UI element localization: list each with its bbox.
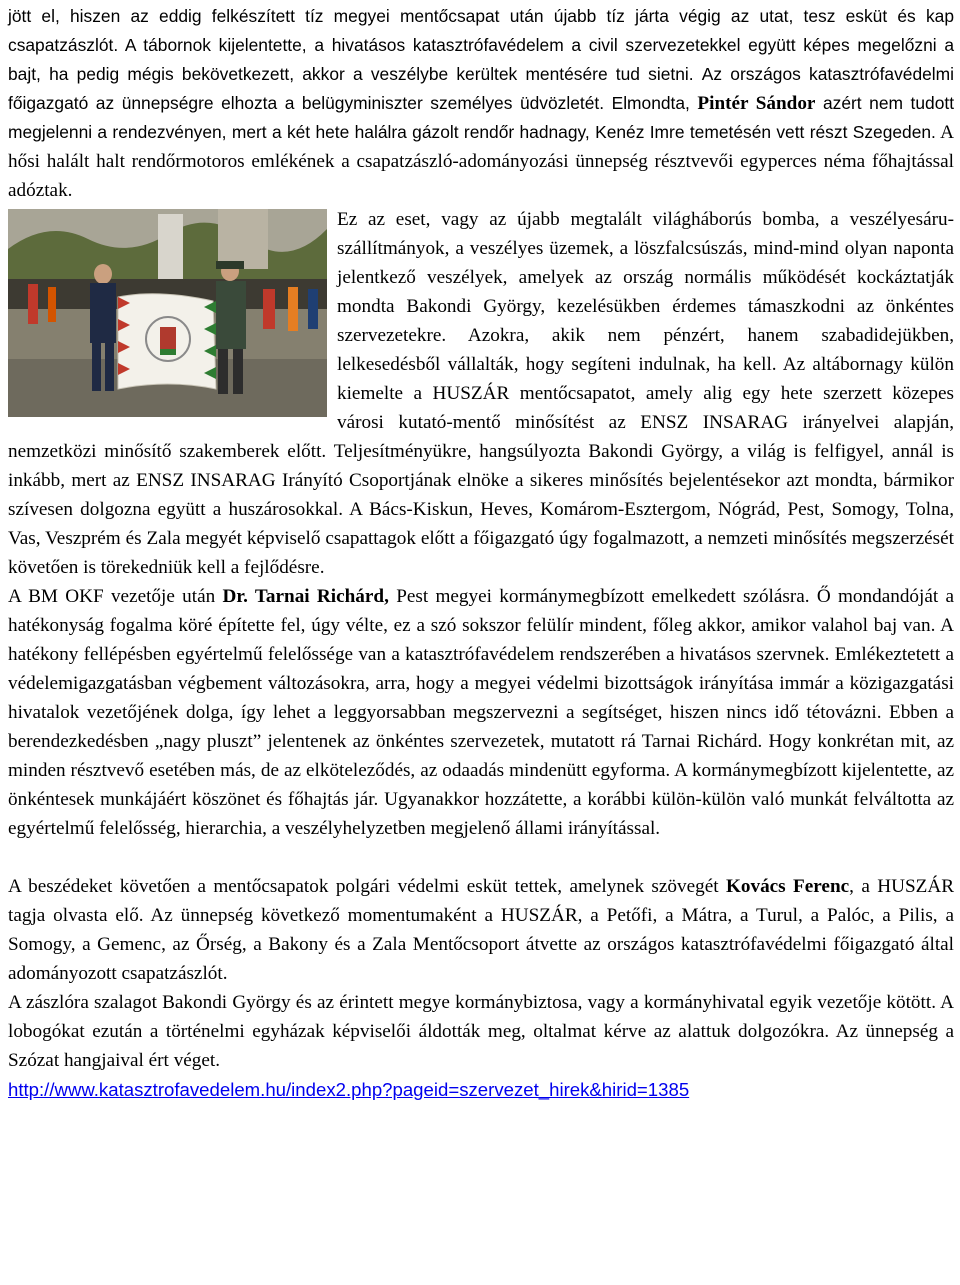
paragraph-1-part-2: Az országos katasztrófavédelmi főigazgató az ünnepségre elhozta a belügyminiszter személyes üdvözletét. Elmondta, xyxy=(8,64,955,113)
paragraph-2-part-2: Pest megyei kormánymegbízott emelkedett szólásra. Ő mondandóját a hatékonyság fogalma köré építette fel, úgy vélte, ez a szó sokszor felülír mindent, főleg akkor, amikor valahol baj van. A hatékony fellépésben egyértelmű felelőssége van a katasztrófavédelem rendszerében a hivatásos szervnek. Emlékeztetett a védelemigazgatásban végbement változásokra, arra, hogy a megyei védelmi bizottságok irányítása immár a közigazgatási hivatalok vezetőjének dolga, így lehet a leggyorsabban megszervezni a segítséget, hiszen nincs idő tétovázni. Ebben a berendezkedésben „nagy pluszt” jelentenek az önkéntes szervezetek, mutatott rá Tarnai Richárd. Hogy konkrétan mit, az minden résztvevő esetében más, de az elköteleződés, az odaadás mindenütt egyforma. A kormánymegbízott kijelentette, az önkéntesek munkájáért köszönet és főhajtás jár. Ugyanakkor hozzátette, a korábbi külön-külön való munkát felváltotta az egyértelmű felelősség, hierarchia, a veszélyhelyzetben megjelenő állami irányítással. xyxy=(8,586,955,839)
flag-ceremony-photo xyxy=(8,209,327,417)
source-link[interactable]: http://www.katasztrofavedelem.hu/index2.php?pageid=szervezet_hirek&hirid=1385 xyxy=(8,1079,690,1100)
paragraph-2 xyxy=(8,582,954,843)
bold-name-kovacs-ferenc: Kovács Ferenc xyxy=(725,876,850,897)
paragraph-1-part-5: Ez az eset, vagy az újabb megtalált világháborús bomba, a veszélyesáru-szállítmányok, a veszélyes üzemek, a löszfalcsúszás, mind-mind olyan naponta jelentkező veszélyek, amelyek az ország normális működését kockáztatják mondta Bakondi György, kezelésükben érdemes támaszkodni az önkéntes szervezetekre. Azokra, akik nem pénzért, hanem szabadidejükben, lelkesedésből vállalták, hogy segíteni indulnak, ha kell. Az altábornagy külön kiemelte a HUSZÁR mentőcsapatot, amely alig egy hete szerzett közepes városi kutató-mentő minősítést az ENSZ INSARAG irányelvei alapján, nemzetközi minősítő szakemberek előtt. Teljesítményükre, hangsúlyozta Bakondi György, a világ is felfigyel, annál is inkább, mert az ENSZ INSARAG Irányító Csoportjának elnöke a sikeres minősítés bejelentésekor azt mondta, bármikor szívesen dolgozna együtt a huszárosokkal. A Bács-Kiskun, Heves, Komárom-Esztergom, Nógrád, Pest, Somogy, Tolna, Vas, Veszprém és Zala megyét képviselő csapattagok előtt a főigazgató úgy fogalmazott, a nemzeti minősítés megszerzését követően is törekedniük kell a fejlődésre. xyxy=(8,209,954,578)
paragraph-3 xyxy=(8,872,954,988)
paragraph-4-text: A zászlóra szalagot Bakondi György és az érintett megye kormánybiztosa, vagy a kormányhivatal egyik vezetője kötött. A lobogókat ezután a történelmi egyházak képviselői áldották meg, oltalmat kérve az alattuk dolgozókra. Az ünnepség a Szózat hangjaival ért véget. xyxy=(8,992,954,1071)
paragraph-1-part-4: A hősi halált halt rendőrmotoros emlékének a csapatzászló-adományozási ünnepség résztvevői egyperces néma főhajtással adóztak. xyxy=(8,122,954,201)
bold-name-pinter-sandor: Pintér Sándor xyxy=(697,93,816,114)
paragraph-4 xyxy=(8,988,954,1075)
paragraph-spacer xyxy=(8,843,954,872)
paragraph-3-part-2: , a HUSZÁR tagja olvasta elő. Az ünnepség következő momentumaként a HUSZÁR, a Petőfi, a Mátra, a Turul, a Palóc, a Pilis, a Somogy, a Gemenc, az Őrség, a Bakony és a Zala Mentőcsoport átvette az országos katasztrófavédelmi főigazgató által adományozott csapatzászlót. xyxy=(8,876,954,984)
paragraph-1-part-3: azért nem tudott megjelenni a rendezvényen, mert a két hete halálra gázolt rendőr hadnagy, Kenéz Imre temetésén vett részt Szegeden. xyxy=(8,93,955,142)
source-link-line xyxy=(8,1075,954,1105)
bold-name-tarnai-richard: Dr. Tarnai Richárd, xyxy=(222,586,389,607)
paragraph-3-part-1: A beszédeket követően a mentőcsapatok polgári védelmi esküt tettek, amelynek szövegét xyxy=(8,876,719,897)
paragraph-2-part-1: A BM OKF vezetője után xyxy=(8,586,216,607)
article-body xyxy=(8,2,954,1105)
paragraph-1 xyxy=(8,2,954,205)
paragraph-1-part-1: jött el, hiszen az eddig felkészített tíz megyei mentőcsapat után újabb tíz járta végig az utat, tesz esküt és kap csapatzászlót. A tábornok kijelentette, a hivatásos katasztrófavédelem a civil szervezetekkel együtt képes megelőzni a bajt, ha pedig mégis bekövetkezett, akkor a veszélybe kerültek mentésére tud sietni. xyxy=(8,6,954,84)
flag-ceremony-photo-drawing xyxy=(8,209,327,417)
